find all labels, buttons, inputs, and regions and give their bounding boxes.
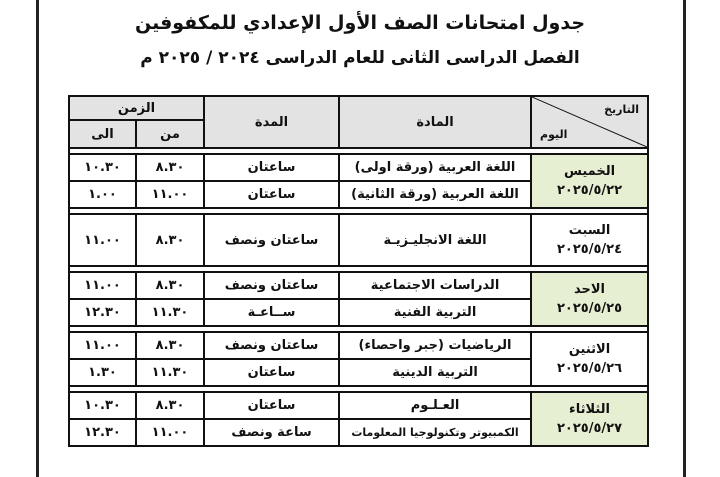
duration-cell: ساعتان: [204, 359, 339, 386]
to-cell: ١٠.٣٠: [69, 392, 136, 419]
table-row: [69, 332, 648, 359]
to-cell: ١١.٠٠: [69, 272, 136, 299]
from-cell: ٨.٣٠: [136, 392, 204, 419]
table-row: [69, 154, 648, 181]
date-header-label: التاريخ: [604, 103, 640, 116]
subject-cell: العـلـوم: [339, 392, 531, 419]
page-subtitle: الفصل الدراسى الثانى للعام الدراسى ٢٠٢٤ / ٢٠٢٥ م: [140, 48, 580, 68]
day-date: ٢٠٢٥/٥/٢٥: [556, 301, 623, 316]
duration-cell: ساعتان: [204, 154, 339, 181]
duration-cell: ساعة ونصف: [204, 419, 339, 446]
page-border-right: [683, 0, 686, 477]
table-row: [69, 272, 648, 299]
subject-header: المادة: [339, 96, 531, 148]
day-header-label: اليوم: [540, 128, 568, 141]
subject-cell: الرياضيات (جبر واحصاء): [339, 332, 531, 359]
day-cell: [531, 214, 648, 266]
subject-cell: اللغة العربية (ورقة اولى): [339, 154, 531, 181]
day-cell: [531, 332, 648, 386]
time-header: الزمن: [69, 96, 204, 120]
from-cell: ٨.٣٠: [136, 154, 204, 181]
to-cell: ١.٠٠: [69, 181, 136, 208]
subject-cell: الكمبيوتر وتكنولوجيا المعلومات: [339, 419, 531, 446]
from-header: من: [136, 120, 204, 148]
from-cell: ٨.٣٠: [136, 332, 204, 359]
to-cell: ١٢.٣٠: [69, 299, 136, 326]
from-cell: ٨.٣٠: [136, 272, 204, 299]
table-row: [69, 392, 648, 419]
day-name: الخميس: [563, 164, 616, 179]
day-name: الاثنين: [568, 342, 611, 357]
duration-cell: ساعتان ونصف: [204, 214, 339, 266]
subject-cell: التربية الدينية: [339, 359, 531, 386]
from-cell: ١١.٣٠: [136, 299, 204, 326]
table-row: [69, 214, 648, 266]
schedule-body: [69, 148, 648, 446]
to-header: الى: [69, 120, 136, 148]
to-cell: ١.٣٠: [69, 359, 136, 386]
duration-cell: ساعتان: [204, 181, 339, 208]
to-cell: ١١.٠٠: [69, 214, 136, 266]
day-name: السبت: [568, 223, 611, 238]
from-cell: ١١.٣٠: [136, 359, 204, 386]
subject-cell: اللغة الانجليـزيـة: [339, 214, 531, 266]
from-cell: ١١.٠٠: [136, 419, 204, 446]
duration-header: المدة: [204, 96, 339, 148]
from-cell: ٨.٣٠: [136, 214, 204, 266]
day-date: ٢٠٢٥/٥/٢٤: [556, 242, 623, 257]
day-cell: [531, 154, 648, 208]
duration-cell: ســاعـة: [204, 299, 339, 326]
to-cell: ١٢.٣٠: [69, 419, 136, 446]
subject-cell: التربية الفنية: [339, 299, 531, 326]
to-cell: ١١.٠٠: [69, 332, 136, 359]
exam-schedule-table: [68, 95, 649, 447]
day-cell: [531, 392, 648, 446]
page-title: جدول امتحانات الصف الأول الإعدادي للمكفوفين: [134, 12, 586, 34]
subject-cell: اللغة العربية (ورقة الثانية): [339, 181, 531, 208]
day-name: الثلاثاء: [569, 402, 610, 417]
day-name: الاحد: [574, 282, 606, 297]
day-date: ٢٠٢٥/٥/٢٢: [556, 183, 623, 198]
duration-cell: ساعتان: [204, 392, 339, 419]
date-day-header: [531, 96, 648, 148]
day-date: ٢٠٢٥/٥/٢٧: [556, 421, 623, 436]
to-cell: ١٠.٣٠: [69, 154, 136, 181]
day-cell: [531, 272, 648, 326]
page-border-left: [36, 0, 39, 477]
subject-cell: الدراسات الاجتماعية: [339, 272, 531, 299]
duration-cell: ساعتان ونصف: [204, 332, 339, 359]
day-date: ٢٠٢٥/٥/٢٦: [556, 361, 623, 376]
duration-cell: ساعتان ونصف: [204, 272, 339, 299]
from-cell: ١١.٠٠: [136, 181, 204, 208]
